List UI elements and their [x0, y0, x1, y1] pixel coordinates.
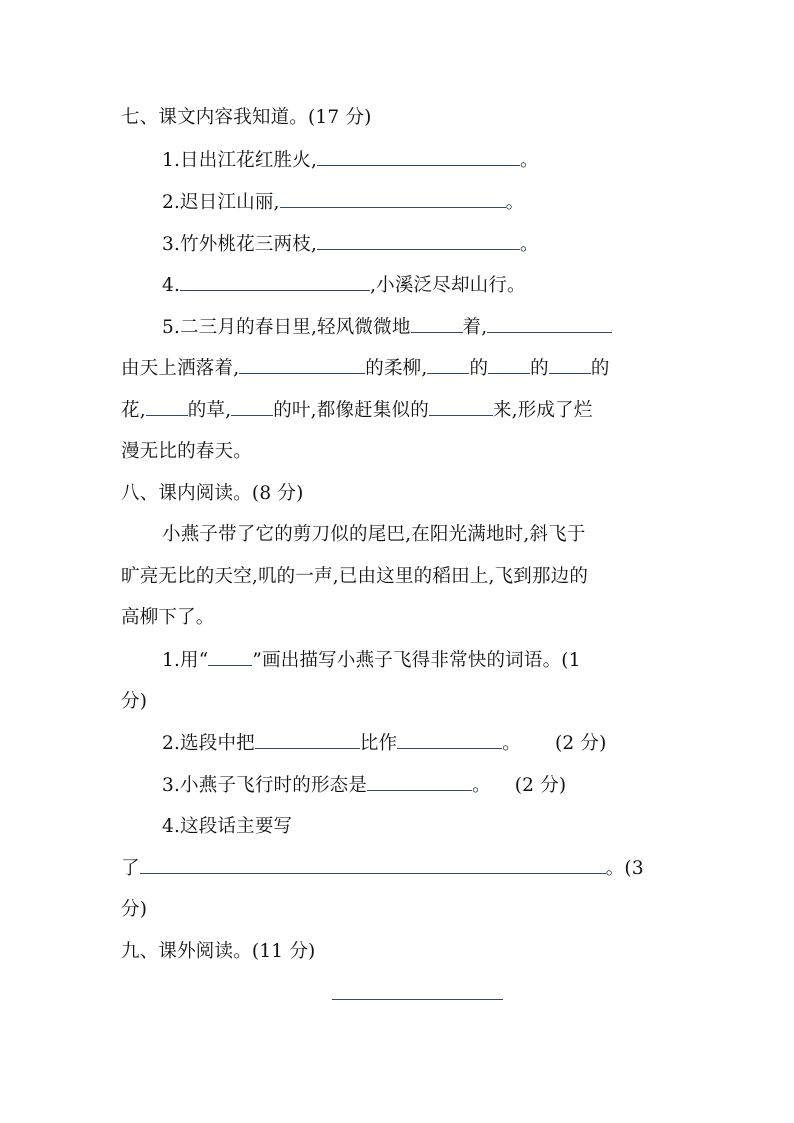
question-text: 的 — [530, 358, 549, 379]
answer-blank[interactable] — [427, 356, 469, 374]
passage-line-2: 旷亮无比的天空,叽的一声,已由这里的稻田上,飞到那边的 — [121, 566, 589, 587]
question-7-4 — [162, 273, 526, 298]
section-8-heading: 八、课内阅读。(8 分) — [121, 483, 304, 504]
question-text: 比作 — [359, 733, 398, 754]
question-text: ”画出描写小燕子飞得非常快的词语。(1 — [252, 650, 581, 671]
answer-blank[interactable] — [549, 356, 591, 374]
question-text: 。(3 — [605, 858, 644, 879]
question-7-3 — [162, 232, 539, 257]
punctuation: 。 — [502, 733, 521, 754]
underline-sample — [208, 648, 252, 666]
answer-blank[interactable] — [317, 232, 520, 250]
question-7-5-line-4: 漫无比的春天。 — [121, 441, 252, 462]
question-text: 5.二三月的春日里,轻风微微地 — [162, 317, 411, 338]
passage-title-blank[interactable] — [332, 999, 503, 1000]
question-text: 的柔柳, — [365, 358, 428, 379]
answer-blank[interactable] — [239, 356, 365, 374]
passage-line-3: 高柳下了。 — [121, 607, 215, 628]
question-number: 4. — [162, 275, 181, 296]
answer-blank[interactable] — [487, 315, 612, 333]
answer-blank[interactable] — [397, 731, 502, 749]
answer-blank[interactable] — [255, 731, 360, 749]
question-text: 3.竹外桃花三两枝, — [162, 234, 318, 255]
question-text: 2.选段中把 — [162, 733, 255, 754]
question-8-4-score: 分) — [121, 899, 148, 920]
punctuation: 。 — [505, 192, 525, 213]
punctuation: 。 — [520, 150, 539, 171]
answer-blank[interactable] — [231, 398, 273, 416]
answer-blank[interactable] — [488, 356, 530, 374]
question-7-5-line-1 — [162, 315, 612, 340]
question-text: 2.迟日江山丽, — [162, 192, 280, 213]
question-8-1-score: 分) — [121, 691, 148, 712]
question-7-1 — [162, 148, 539, 173]
answer-blank[interactable] — [140, 856, 606, 874]
question-text: 1.用“ — [162, 650, 209, 671]
question-text: 来,形成了烂 — [492, 400, 593, 421]
score-label: (2 分) — [554, 733, 607, 754]
section-9-heading: 九、课外阅读。(11 分) — [121, 941, 316, 962]
question-8-4-continued — [121, 856, 644, 881]
question-8-3 — [162, 773, 566, 798]
question-7-2 — [162, 190, 524, 215]
question-8-1 — [162, 648, 581, 673]
punctuation: 。 — [520, 234, 539, 255]
question-text: 了 — [121, 858, 140, 879]
section-7-heading: 七、课文内容我知道。(17 分) — [121, 107, 372, 128]
question-text: 的草, — [187, 400, 232, 421]
punctuation: 。 — [472, 775, 491, 796]
question-8-4: 4.这段话主要写 — [162, 816, 293, 837]
answer-blank[interactable] — [317, 148, 520, 166]
question-text: 的 — [590, 358, 610, 379]
question-text: 3.小燕子飞行时的形态是 — [162, 775, 368, 796]
answer-blank[interactable] — [146, 398, 188, 416]
answer-blank[interactable] — [280, 190, 506, 208]
answer-blank[interactable] — [429, 398, 493, 416]
question-text: 1.日出江花红胜火, — [162, 150, 318, 171]
question-text: 的 — [469, 358, 489, 379]
answer-blank[interactable] — [180, 273, 370, 291]
answer-blank[interactable] — [411, 315, 463, 333]
question-text: 的叶,都像赶集似的 — [273, 400, 429, 421]
answer-blank[interactable] — [367, 773, 472, 791]
question-text: 由天上洒落着, — [121, 358, 240, 379]
question-text: 着, — [462, 317, 488, 338]
passage-line-1: 小燕子带了它的剪刀似的尾巴,在阳光满地时,斜飞于 — [162, 524, 586, 545]
question-8-2 — [162, 731, 607, 756]
question-7-5-line-3 — [121, 398, 593, 423]
question-7-5-line-2 — [121, 356, 610, 381]
score-label: (2 分) — [514, 775, 567, 796]
question-text: 花, — [121, 400, 146, 421]
question-text: ,小溪泛尽却山行。 — [370, 275, 526, 296]
